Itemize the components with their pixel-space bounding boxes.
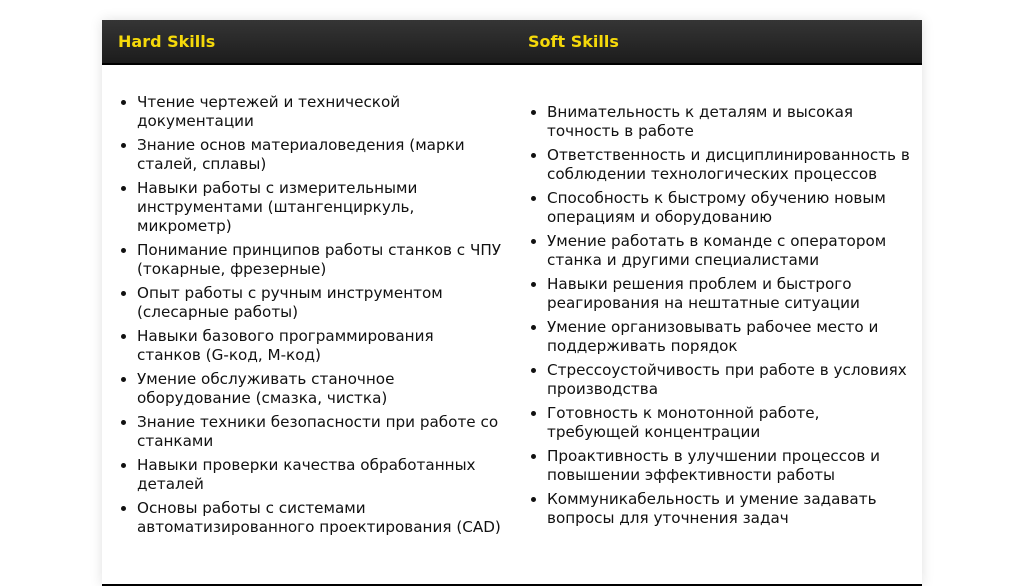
list-item: • Ответственность и дисциплинированность в соблюдении технологических процессов — [547, 146, 922, 184]
soft-skills-header: Soft Skills — [528, 32, 619, 51]
soft-skills-column — [512, 65, 922, 542]
hard-skills-column — [102, 65, 512, 542]
hard-skills-list — [102, 93, 512, 537]
list-item: • Умение организовывать рабочее место и поддерживать порядок — [547, 318, 922, 356]
list-item: • Знание основ материаловедения (марки сталей, сплавы) — [137, 136, 512, 174]
list-item: • Стрессоустойчивость при работе в условиях производства — [547, 361, 922, 399]
list-item: • Основы работы с системами автоматизированного проектирования (CAD) — [137, 499, 512, 537]
list-item: • Навыки решения проблем и быстрого реагирования на нештатные ситуации — [547, 275, 922, 313]
list-item: • Проактивность в улучшении процессов и повышении эффективности работы — [547, 447, 922, 485]
skills-table — [102, 20, 922, 586]
list-item: • Способность к быстрому обучению новым операциям и оборудованию — [547, 189, 922, 227]
list-item: • Готовность к монотонной работе, требующей концентрации — [547, 404, 922, 442]
list-item: • Чтение чертежей и технической документации — [137, 93, 512, 131]
list-item: • Умение обслуживать станочное оборудование (смазка, чистка) — [137, 370, 512, 408]
list-item: • Навыки базового программирования станков (G-код, M-код) — [137, 327, 512, 365]
list-item: • Внимательность к деталям и высокая точность в работе — [547, 103, 922, 141]
soft-skills-list — [512, 103, 922, 528]
list-item: • Коммуникабельность и умение задавать вопросы для уточнения задач — [547, 490, 922, 528]
list-item: • Понимание принципов работы станков с ЧПУ (токарные, фрезерные) — [137, 241, 512, 279]
list-item: • Навыки работы с измерительными инструментами (штангенциркуль, микрометр) — [137, 179, 512, 236]
table-header — [102, 20, 922, 65]
list-item: • Опыт работы с ручным инструментом (слесарные работы) — [137, 284, 512, 322]
list-item: • Навыки проверки качества обработанных деталей — [137, 456, 512, 494]
list-item: • Знание техники безопасности при работе со станками — [137, 413, 512, 451]
list-item: • Умение работать в команде с оператором станка и другими специалистами — [547, 232, 922, 270]
hard-skills-header: Hard Skills — [118, 32, 216, 51]
table-body — [102, 65, 922, 542]
